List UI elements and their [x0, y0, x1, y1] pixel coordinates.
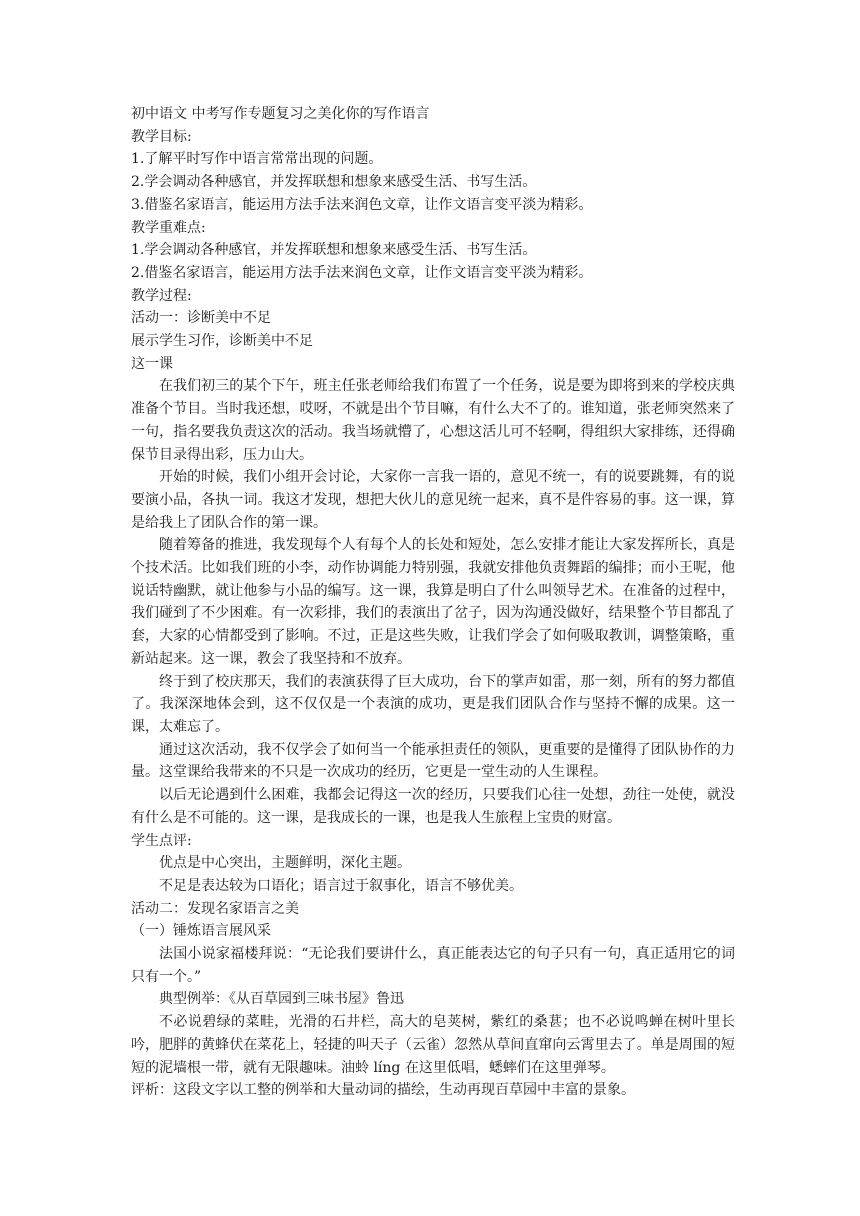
objective-item: 1.了解平时写作中语言常常出现的问题。	[131, 151, 383, 168]
essay-paragraph: 随着筹备的推进，我发现每个人有每个人的长处和短处，怎么安排才能让大家发挥所长，真是个技术活。比如我们班的小李，动作协调能力特别强，我就安排他负责舞蹈的编排；而小王呢，他说话特幽默，就让他参与小品的编写。这一课，我算是明白了什么叫领导艺术。在准备的过程中，我们碰到了不少困难。有一次彩排，我们的表演出了岔子，因为沟通没做好，结果整个节目都乱了套，大家的心情都受到了影响。不过，正是这些失败，让我们学会了如何吸取教训，调整策略，重新站起来。这一课，教会了我坚持和不放弃。	[131, 537, 735, 667]
essay-paragraph: 通过这次活动，我不仅学会了如何当一个能承担责任的领队，更重要的是懂得了团队协作的力量。这堂课给我带来的不只是一次成功的经历，它更是一堂生动的人生课程。	[131, 741, 735, 781]
comment-item: 不足是表达较为口语化；语言过于叙事化，语言不够优美。	[159, 877, 523, 894]
objectives-heading: 教学目标:	[131, 128, 192, 145]
essay-paragraph: 以后无论遇到什么困难，我都会记得这一次的经历，只要我们心往一处想，劲往一处使，就没有什么是不可能的。这一课，是我成长的一课，也是我人生旅程上宝贵的财富。	[131, 787, 735, 826]
comment-item: 优点是中心突出，主题鲜明，深化主题。	[159, 855, 411, 872]
essay-paragraph: 终于到了校庆那天，我们的表演获得了巨大成功，台下的掌声如雷，那一刻，所有的努力都值了。我深深地体会到，这不仅仅是一个表演的成功，更是我们团队合作与坚持不懈的成果。这一课，太难忘了。	[131, 673, 735, 735]
objective-item: 3.借鉴名家语言，能运用方法手法来润色文章，让作文语言变平淡为精彩。	[131, 196, 593, 213]
activity2-heading: 活动二：发现名家语言之美	[131, 900, 299, 917]
example-text: 不必说碧绿的菜畦，光滑的石井栏，高大的皂荚树，紫红的桑葚；也不必说鸣蝉在树叶里长吟，肥胖的黄蜂伏在菜花上，轻捷的叫天子（云雀）忽然从草间直窜向云霄里去了。单是周围的短短的泥墙根一带，就有无限趣味。油蛉 líng 在这里低唱，蟋蟀们在这里弹琴。	[131, 1014, 735, 1076]
analysis-paragraph: 评析：这段文字以工整的例举和大量动词的描绘，生动再现百草园中丰富的景象。	[131, 1082, 635, 1099]
comment-heading: 学生点评:	[131, 832, 192, 849]
section1-heading: （一）锤炼语言展风采	[131, 923, 271, 940]
essay-paragraph: 开始的时候，我们小组开会讨论，大家你一言我一语的，意见不统一，有的说要跳舞，有的说要演小品，各执一词。我这才发现，想把大伙儿的意见统一起来，真不是件容易的事。这一课，算是给我上了团队合作的第一课。	[131, 469, 735, 531]
activity1-subheading: 展示学生习作，诊断美中不足	[131, 333, 313, 350]
document-page	[131, 103, 735, 1102]
process-heading: 教学过程:	[131, 287, 192, 304]
quote-paragraph: 法国小说家福楼拜说：“无论我们要讲什么，真正能表达它的句子只有一句，真正适用它的词只有一个。”	[131, 946, 735, 985]
objective-item: 2.学会调动各种感官，并发挥联想和想象来感受生活、书写生活。	[131, 174, 537, 191]
document-title: 初中语文 中考写作专题复习之美化你的写作语言	[131, 106, 430, 122]
key-point-item: 1.学会调动各种感官，并发挥联想和想象来感受生活、书写生活。	[131, 242, 537, 259]
example-label: 典型例举：《从百草园到三味书屋》鲁迅	[159, 991, 404, 1008]
essay-paragraph: 在我们初三的某个下午，班主任张老师给我们布置了一个任务，说是要为即将到来的学校庆典准备个节目。当时我还想，哎呀，不就是出个节目嘛，有什么大不了的。谁知道，张老师突然来了一句，指名要我负责这次的活动。我当场就懵了，心想这活儿可不轻啊，得组织大家排练，还得确保节目录得出彩，压力山大。	[131, 378, 735, 463]
key-point-item: 2.借鉴名家语言，能运用方法手法来润色文章，让作文语言变平淡为精彩。	[131, 264, 593, 281]
essay-title: 这一课	[131, 355, 173, 372]
activity1-heading: 活动一：诊断美中不足	[131, 310, 271, 327]
key-points-heading: 教学重难点:	[131, 219, 206, 236]
